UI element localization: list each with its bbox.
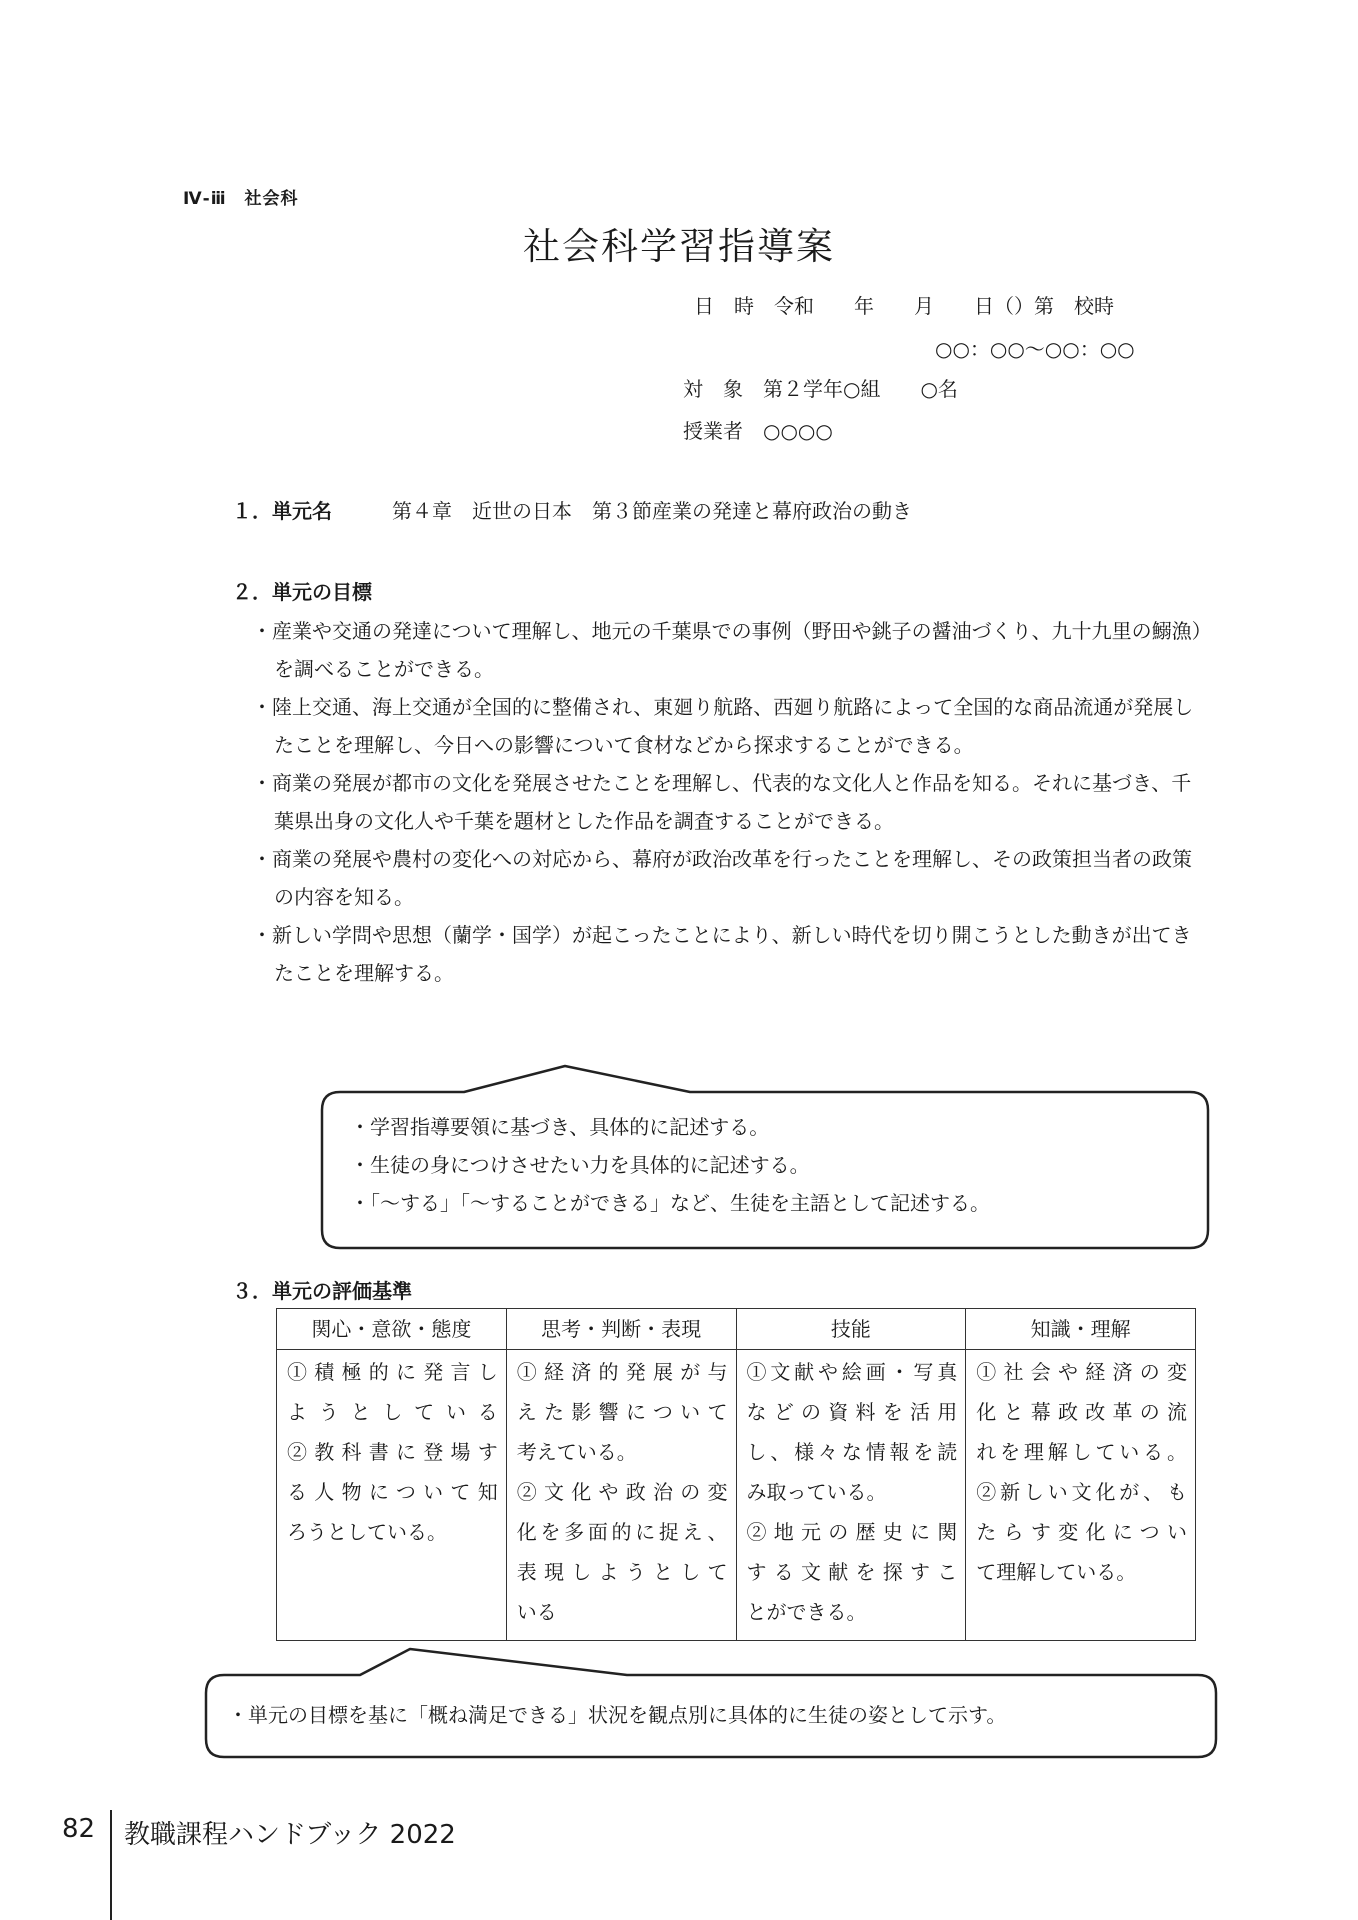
unit-goals-heading: ２．単元の目標 <box>232 580 372 604</box>
column-header: 知識・理解 <box>966 1309 1196 1350</box>
goal-item: ・ 産業や交通の発達について理解し、地元の千葉県での事例（野田や銚子の醤油づくり、九十九里の鰯漁）を調べることができる。 <box>252 612 1202 688</box>
footer-divider <box>110 1810 112 1920</box>
teacher-line: 授業者 ○○○○ <box>683 419 833 443</box>
callout-item: ・ 単元の目標を基に「概ね満足できる」状況を観点別に具体的に生徒の姿として示す。 <box>228 1696 1208 1734</box>
table-header-row <box>277 1309 1196 1350</box>
cell-line: ①社会や経済の変 <box>976 1360 1187 1384</box>
cell-line: 化を多面的に捉え、 <box>516 1520 728 1544</box>
cell-line: ①文献や絵画・写真 <box>746 1360 958 1384</box>
column-header: 関心・意欲・態度 <box>277 1309 507 1350</box>
table-row <box>277 1350 1196 1641</box>
section-label: Ⅳ-ⅲ 社会科 <box>183 189 299 209</box>
criteria-heading: ３．単元の評価基準 <box>232 1279 412 1303</box>
footer-book-title: 教職課程ハンドブック 2022 <box>124 1820 456 1850</box>
cell-line: ようとしている <box>287 1400 498 1424</box>
cell-line: ろうとしている。 <box>287 1520 447 1544</box>
cell-line: る人物について知 <box>287 1480 498 1504</box>
callout-item: ・ 「〜する」「〜することができる」など、生徒を主語として記述する。 <box>350 1184 1190 1222</box>
criteria-cell-skills <box>736 1350 966 1641</box>
unit-goals-list <box>252 612 1202 992</box>
cell-line: ①積極的に発言し <box>287 1360 498 1384</box>
cell-line: ②教科書に登場す <box>287 1440 498 1464</box>
unit-name-value: 第４章 近世の日本 第３節産業の発達と幕府政治の動き <box>392 499 912 523</box>
cell-line: し、様々な情報を読 <box>746 1440 958 1464</box>
cell-line: する文献を探すこ <box>746 1560 958 1584</box>
cell-line: 表現しようとして <box>516 1560 728 1584</box>
cell-line: ①経済的発展が与 <box>516 1360 728 1384</box>
unit-name-heading: １．単元名 <box>232 499 332 523</box>
goal-item: ・ 商業の発展が都市の文化を発展させたことを理解し、代表的な文化人と作品を知る。それに基づき、千葉県出身の文化人や千葉を題材とした作品を調査することができる。 <box>252 764 1202 840</box>
callout-item: ・ 学習指導要領に基づき、具体的に記述する。 <box>350 1108 1190 1146</box>
cell-line: て理解している。 <box>976 1560 1137 1584</box>
cell-line: 考えている。 <box>516 1440 637 1464</box>
cell-line: いる <box>516 1600 557 1624</box>
callout-1-list <box>350 1108 1190 1222</box>
goal-item: ・ 商業の発展や農村の変化への対応から、幕府が政治改革を行ったことを理解し、その政策担当者の政策の内容を知る。 <box>252 840 1202 916</box>
cell-line: えた影響について <box>516 1400 728 1424</box>
time-line: ○○：○○〜○○：○○ <box>935 337 1135 361</box>
cell-line: 化と幕政改革の流 <box>976 1400 1187 1424</box>
target-line: 対 象 第２学年○組 ○名 <box>683 377 958 401</box>
column-header: 技能 <box>736 1309 966 1350</box>
cell-line: ②地元の歴史に関 <box>746 1520 958 1544</box>
criteria-cell-knowledge <box>966 1350 1196 1641</box>
criteria-cell-interest <box>277 1350 507 1641</box>
date-line: 日 時 令和 年 月 日（）第 校時 <box>694 294 1114 318</box>
page-number: 82 <box>62 1814 96 1844</box>
callout-item: ・ 生徒の身につけさせたい力を具体的に記述する。 <box>350 1146 1190 1184</box>
criteria-cell-thinking <box>506 1350 736 1641</box>
criteria-table <box>276 1308 1196 1641</box>
cell-line: などの資料を活用 <box>746 1400 958 1424</box>
goal-item: ・ 陸上交通、海上交通が全国的に整備され、東廻り航路、西廻り航路によって全国的な商品流通が発展したことを理解し、今日への影響について食材などから探求することができる。 <box>252 688 1202 764</box>
column-header: 思考・判断・表現 <box>506 1309 736 1350</box>
cell-line: たらす変化につい <box>976 1520 1187 1544</box>
callout-2-list <box>228 1696 1208 1734</box>
cell-line: み取っている。 <box>746 1480 887 1504</box>
cell-line: とができる。 <box>746 1600 867 1624</box>
page-title: 社会科学習指導案 <box>523 225 835 268</box>
cell-line: ②文化や政治の変 <box>516 1480 728 1504</box>
cell-line: ②新しい文化が、も <box>976 1480 1187 1504</box>
goal-item: ・ 新しい学問や思想（蘭学・国学）が起こったことにより、新しい時代を切り開こうとした動きが出てきたことを理解する。 <box>252 916 1202 992</box>
cell-line: れを理解している。 <box>976 1440 1187 1464</box>
